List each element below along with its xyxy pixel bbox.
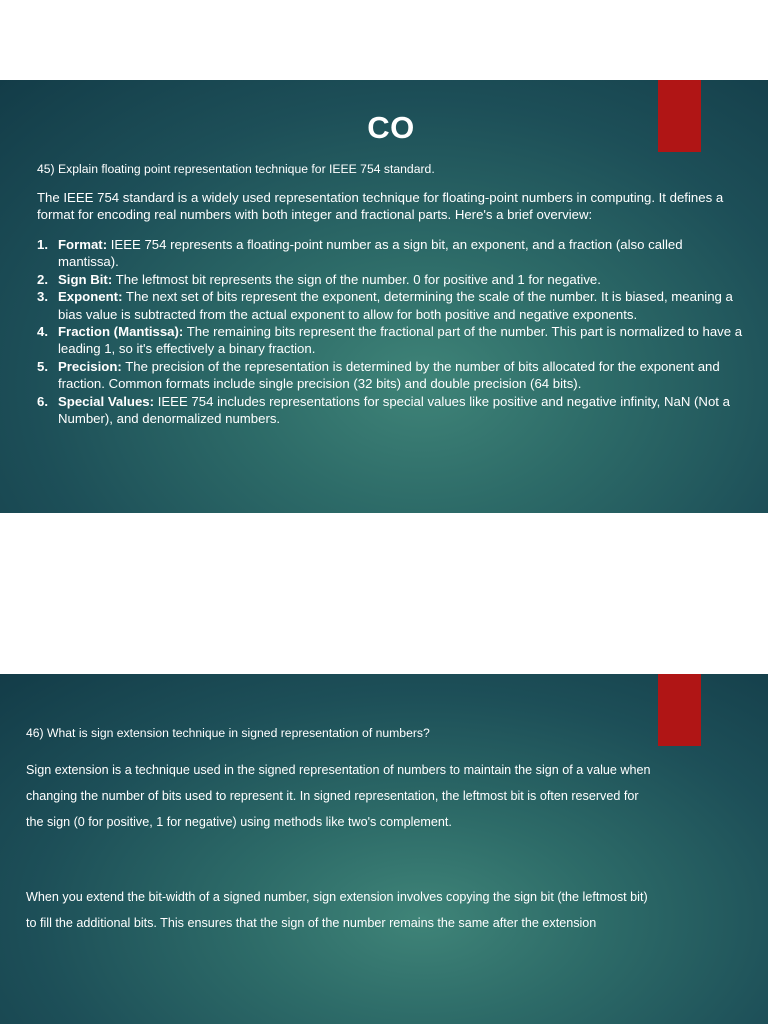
intro-paragraph: The IEEE 754 standard is a widely used representation technique for floating-point numbers in computing. It defines a format for encoding real numbers with both integer and fractional parts. Here's a brief overview: [37,190,724,222]
list-item [37,288,747,322]
list-item [37,358,747,392]
list-term: Exponent: [58,289,123,305]
slide-ieee-754 [0,80,768,513]
list-number: 6. [37,393,48,409]
list-term: Format: [58,237,108,252]
red-accent-tab [658,674,701,746]
list-number: 3. [37,289,48,305]
list-text: IEEE 754 represents a floating-point number as a sign bit, an exponent, and a fraction (also called mantissa). [58,237,683,270]
list-text: The next set of bits represent the exponent, determining the scale of the number. It is biased, meaning a bias value is subtracted from the actual exponent to allow for both positive and negative exponents. [58,289,733,322]
slide-title: CO [367,110,415,145]
sign-extension-paragraph-1: Sign extension is a technique used in the signed representation of numbers to maintain the sign of a value when changing the number of bits used to represent it. In signed representation, the leftmost bit is often reserved for the sign (0 for positive, 1 for negative) using methods like two's complement. [26,763,651,829]
list-number: 4. [37,324,48,340]
slide-sign-extension [0,674,768,1024]
list-number: 1. [37,237,48,252]
list-item [37,323,747,357]
list-item [37,271,747,288]
list-text: The precision of the representation is determined by the number of bits allocated for the exponent and fraction. Common formats include single precision (32 bits) and double precision (64 bits). [58,359,720,392]
list-text: The leftmost bit represents the sign of the number. 0 for positive and 1 for negative. [112,271,601,287]
list-number: 2. [37,271,48,287]
list-term: Precision: [58,359,122,375]
sign-extension-paragraph-2: When you extend the bit-width of a signed number, sign extension involves copying the sign bit (the leftmost bit) to fill the additional bits. This ensures that the sign of the number remains the same after the extension [26,890,648,930]
list-item [37,393,747,427]
list-term: Fraction (Mantissa): [58,324,184,340]
list-text: IEEE 754 includes representations for special values like positive and negative infinity, NaN (Not a Number), and denormalized numbers. [58,393,730,426]
list-number: 5. [37,359,48,375]
list-item [37,236,747,270]
question-45: 45) Explain floating point representation technique for IEEE 754 standard. [37,162,435,176]
list-term: Special Values: [58,393,155,409]
list-text: The remaining bits represent the fractional part of the number. This part is normalized to have a leading 1, so it's effectively a binary fraction. [58,324,743,357]
question-46: 46) What is sign extension technique in signed representation of numbers? [26,726,430,740]
list-term: Sign Bit: [58,271,113,287]
overview-list [37,236,747,428]
